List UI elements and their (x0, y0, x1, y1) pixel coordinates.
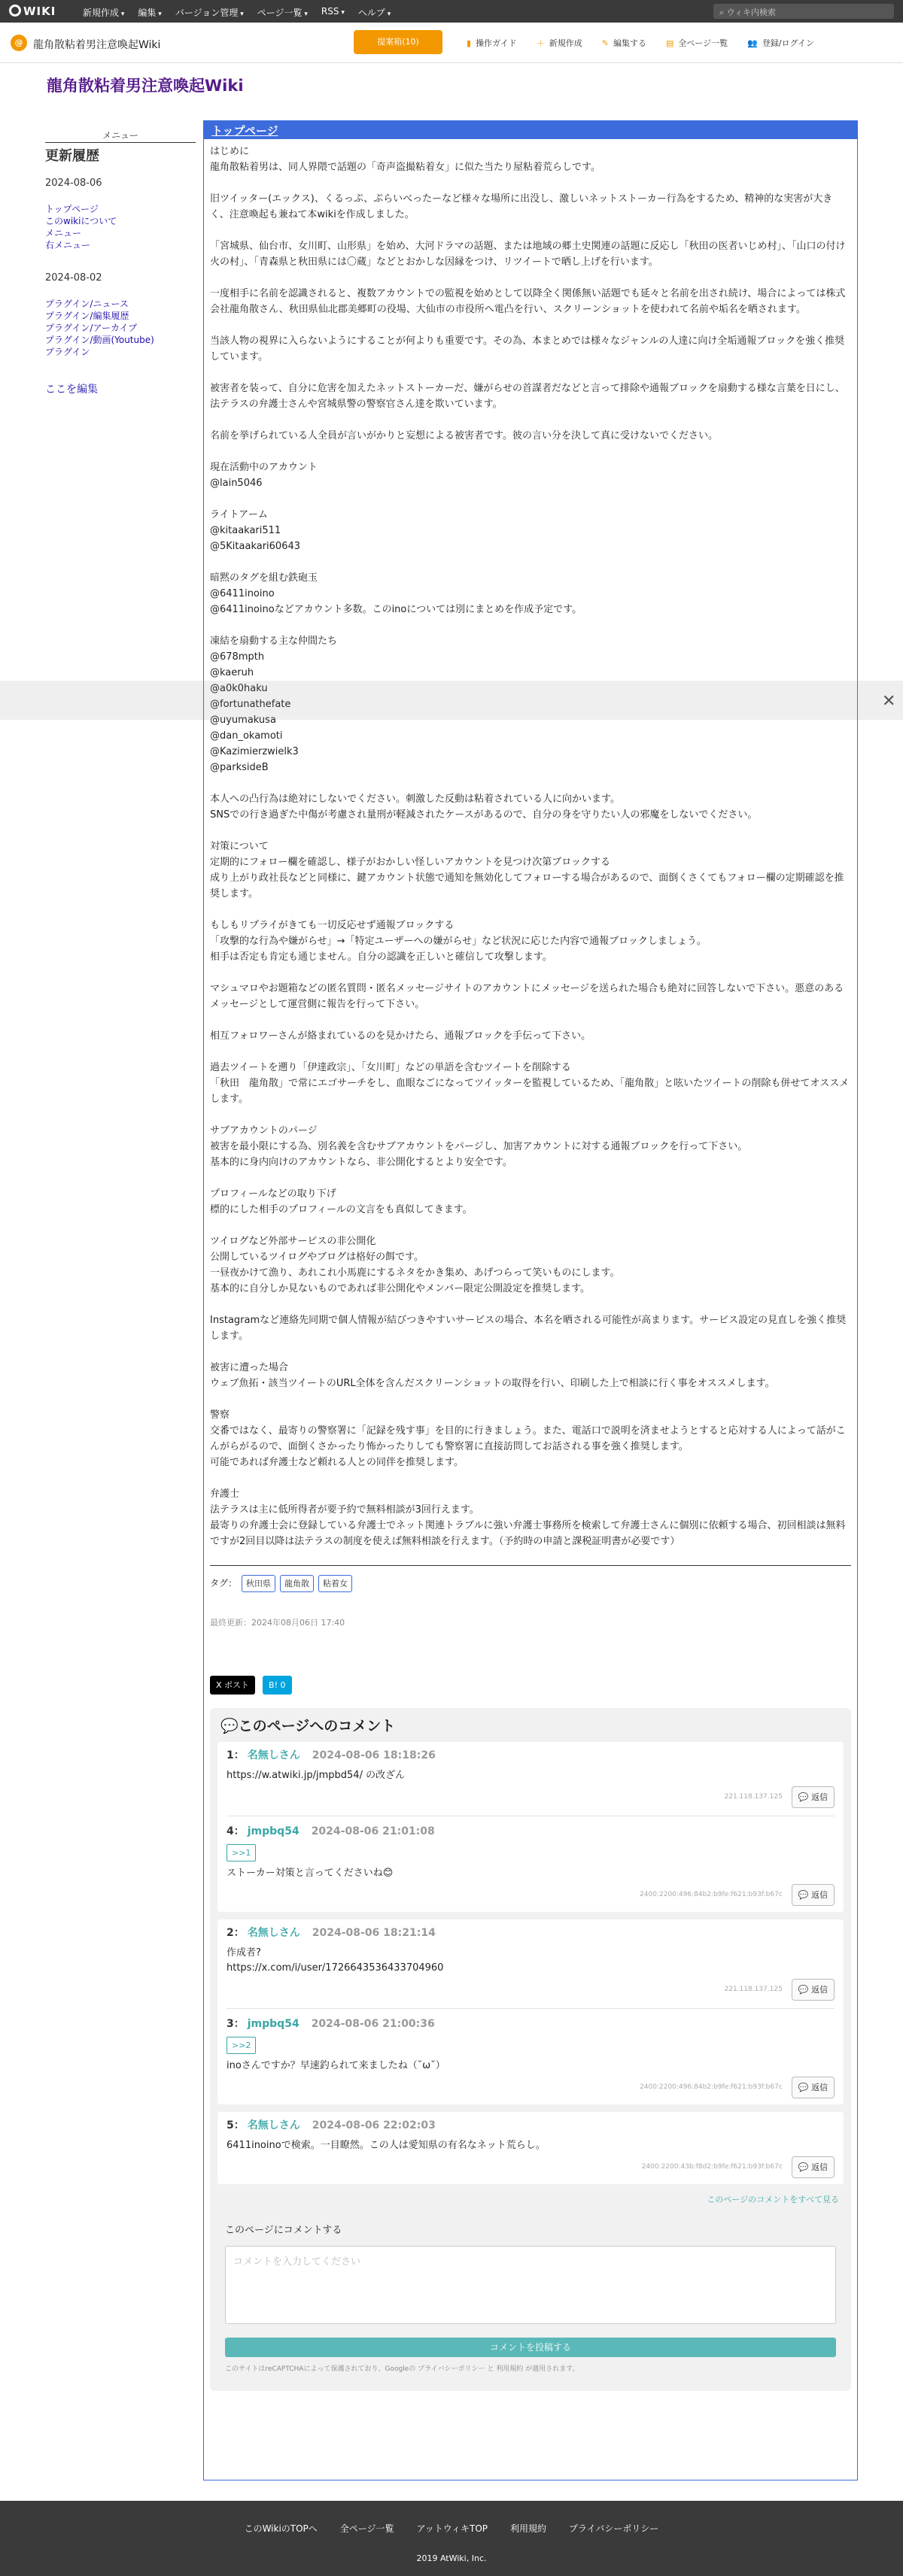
suggestion-box-button[interactable]: 提案箱(10) (354, 30, 442, 54)
guide-link[interactable]: ▮ 操作ガイド (467, 38, 517, 48)
menu-new[interactable]: 新規作成 ▾ (83, 6, 124, 19)
comment-text: inoさんですか？早速釣られて来ましたね（˘ω˘） (227, 2060, 445, 2071)
comment-meta (227, 1884, 835, 1906)
page-title (47, 74, 244, 96)
comment-author[interactable]: jmpbq54 (247, 2018, 299, 2030)
guide-icon: ▮ (467, 38, 472, 48)
menu-version[interactable]: バージョン管理 ▾ (175, 6, 244, 19)
article-paragraph: 一度相手に名前を認識されると、複数アカウントでの監視を始めとして以降全く関係無い話題でも延々と名前を出され続け、場合によっては株式会社龍角散さん、秋田県仙北郡美郷町の役場、大仙市の市役所へ電凸を行い、スクリーンショットを使われて名前や垢名を晒されます。 (210, 288, 846, 315)
comment-time: 2024-08-06 18:18:26 (312, 1749, 436, 1761)
article-paragraph: 名前を挙げられている人全員が言いがかりと妄想による被害者です。彼の言い分を決して真に受けないでください。 (210, 430, 718, 441)
history-link[interactable]: プラグイン/アーカイブ (45, 323, 138, 333)
history-link[interactable]: トップページ (45, 204, 99, 214)
history-link[interactable]: プラグイン/ニュース (45, 299, 129, 309)
reply-icon: 💬 (798, 2162, 811, 2172)
sidebar (45, 129, 196, 396)
article-paragraph: 旧ツイッター(エックス)、くるっぷ、ぷらいべったーなど様々な場所に出没し、激しいネットストーカー行為をするため、精神的な実害が大きく、注意喚起も兼ねて本wikiを作成しました。 (210, 193, 833, 220)
wiki-search-input[interactable]: ⌕ ウィキ内検索 (713, 4, 894, 19)
comment-header (227, 2118, 835, 2134)
history-link[interactable]: プラグイン/動画(Youtube) (45, 335, 154, 345)
article-paragraph: 相互フォロワーさんが絡まれているのを見かけたら、通報ブロックを手伝って下さい。 (210, 1030, 591, 1042)
comment-number: 1： (227, 1749, 245, 1761)
footer-links (0, 2522, 903, 2535)
reply-icon: 💬 (798, 1985, 811, 1995)
comment-text: 作成者? https://x.com/i/user/1726643536433704960 (227, 1947, 444, 1974)
article-paragraph: 被害に遭った場合 ウェブ魚拓・該当ツイートのURL全体を含んだスクリーンショットの取得を行い、印刷した上で相談に行く事をオススメします。 (210, 1362, 775, 1389)
history-link[interactable]: メニュー (45, 228, 82, 238)
comment-thread (217, 2112, 844, 2184)
reply-button[interactable]: 💬 返信 (792, 2077, 835, 2098)
new-page-link[interactable]: ＋ 新規作成 (536, 38, 582, 48)
article-paragraph: 過去ツイートを遡り「伊達政宗」、「女川町」などの単語を含むツイートを削除する 「秋田 龍角散」で常にエゴサーチをし、血眼なごになってツイッターを監視しているため、「龍角散」と呟いたツイートの削除も併せてオススメします。 (210, 1062, 850, 1105)
comment-number: 5： (227, 2119, 245, 2131)
comment-meta (227, 2156, 835, 2178)
history-date: 2024-08-02 (45, 272, 102, 284)
pencil-icon: ✎ (601, 38, 609, 48)
main-content (203, 120, 858, 2480)
tag-item[interactable]: 龍角散 (280, 1575, 314, 1592)
comment-thread (217, 1919, 844, 2104)
comment-ip: 221.118.137.125 (724, 1986, 783, 1993)
article-paragraph: 当該人物の視界に入らないようにすることが何よりも重要です。その為、本まとめでは様々なジャンルの人達に向け全垢通報ブロックを強く推奨しています。 (210, 335, 845, 363)
comment-author[interactable]: 名無しさん (247, 2119, 300, 2131)
comments-section (210, 1708, 851, 2391)
search-icon: ⌕ (719, 8, 727, 17)
article-paragraph: マシュマロやお題箱などの匿名質問・匿名メッセージサイトのアカウントにメッセージを送られた場合も絶対に回答しないで下さい。悪意のあるメッセージとして運営側に報告を行って下さい。 (210, 983, 844, 1010)
edit-link[interactable]: ✎ 編集する (601, 38, 646, 48)
footer-link[interactable]: アットウィキTOP (416, 2523, 488, 2534)
header-tools (467, 37, 814, 49)
menu-edit[interactable]: 編集 ▾ (138, 6, 161, 19)
comment-ip: 2400:2200:496:84b2:b9fe:f621:b93f:b67c (640, 1891, 783, 1898)
reply-icon: 💬 (798, 1890, 811, 1900)
comment-ip: 2400:2200:496:84b2:b9fe:f621:b93f:b67c (640, 2083, 783, 2091)
content-header (204, 121, 857, 139)
see-all-comments-link[interactable]: このページのコメントをすべて見る (707, 2195, 839, 2204)
footer-link[interactable]: 全ページ一覧 (339, 2523, 394, 2534)
footer (0, 2501, 903, 2576)
copyright: 2019 AtWiki, Inc. (416, 2553, 487, 2563)
history-link[interactable]: プラグイン (45, 347, 90, 357)
comment-header (227, 1748, 835, 1764)
comment-number: 3： (227, 2018, 245, 2030)
article-paragraph: プロフィールなどの取り下げ 標的にした相手のプロフィールの文言をも真似してきます。 (210, 1188, 473, 1215)
users-icon: 👥 (747, 38, 758, 48)
article-paragraph: 対策について 定期的にフォロー欄を確認し、様子がおかしい怪しいアカウントを見つけ次第ブロックする 成り上がり政社長などと同様に、鍵アカウント状態で通知を無効化してフォローする場合があるので、面倒くさくてもフォロー欄の定期確認を推奨します。 (210, 841, 844, 900)
comment-ip: 2400:2200:43b:f8d2:b9fe:f621:b93f:b67c (641, 2163, 783, 2171)
reply-button[interactable]: 💬 返信 (792, 1979, 835, 2001)
reply-button[interactable]: 💬 返信 (792, 2156, 835, 2178)
reply-icon: 💬 (798, 1792, 811, 1802)
history-date: 2024-08-06 (45, 177, 102, 189)
all-pages-link[interactable]: ▤ 全ページ一覧 (665, 38, 728, 48)
article-body (204, 139, 857, 2391)
article-paragraph: ライトアーム @kitaakari511 @5Kitaakari60643 (210, 509, 301, 552)
comment-textarea[interactable]: コメントを入力してください (225, 2246, 836, 2324)
comment-meta (227, 1979, 835, 2001)
tags-label: タグ： (210, 1578, 238, 1588)
reply-button[interactable]: 💬 返信 (792, 1786, 835, 1808)
tag-item[interactable]: 粘着女 (318, 1575, 352, 1592)
history-link[interactable]: このwikiについて (45, 216, 117, 226)
footer-link[interactable]: このWikiのTOPへ (244, 2523, 318, 2534)
comment-reply (227, 2008, 835, 2098)
comment-text: https://w.atwiki.jp/jmpbd54/ の改ざん (227, 1770, 406, 1781)
comment-icon: 💬 (220, 1718, 239, 1734)
comment-time: 2024-08-06 18:21:14 (312, 1927, 436, 1939)
comment-thread (217, 1742, 844, 1912)
comment-meta (227, 2077, 835, 2098)
divider (210, 1565, 851, 1566)
comment-ip: 221.118.137.125 (724, 1793, 783, 1801)
comment-threads (217, 1742, 844, 2184)
reply-anchor[interactable]: >>1 (227, 1844, 256, 1861)
article-paragraph: 暗黙のタグを組む鉄砲玉 @6411inoino @6411inoinoなどアカウント多数。このinoについては別にまとめを作成予定です。 (210, 572, 582, 615)
article-paragraph: 被害者を装って、自分に危害を加えたネットストーカーだ、嫌がらせの首謀者だなどと言って排除や通報ブロックを扇動する様な言葉を日にし、法テラスの弁護士さんや宮城県警の警察官さん達を欺いています。 (210, 383, 845, 410)
footer-link[interactable]: 利用規約 (510, 2523, 547, 2534)
tag-list (210, 1575, 851, 1592)
overlay-banner (0, 681, 903, 720)
article-paragraph: Instagramなど連絡先同期で個人情報が結びつきやすいサービスの場合、本名を晒される可能性が高まります。サービス設定の見直しを強く推奨します。 (210, 1315, 847, 1342)
comment-form-title: このページにコメントする (225, 2225, 342, 2236)
comment-meta (227, 1786, 835, 1808)
article-paragraphs (210, 144, 851, 1549)
pages-icon: ▤ (665, 38, 674, 48)
reply-anchor[interactable]: >>2 (227, 2037, 256, 2054)
comments-heading: 💬このページへのコメント (220, 1718, 396, 1734)
comment-header (227, 2016, 835, 2032)
share-buttons (210, 1676, 851, 1695)
comment-time: 2024-08-06 21:00:36 (311, 2018, 435, 2030)
menu-help[interactable]: ヘルプ ▾ (358, 6, 391, 19)
history-link[interactable]: 右メニュー (45, 240, 91, 250)
global-menu (83, 6, 391, 19)
article-paragraph: 警察 交番ではなく、最寄りの警察署に「記録を残す事」を目的に行きましょう。また、電話口で説明を済ませようとすると応対する人によって話がこんがらがるので、面倒くさかったり怖かったりしても警察署に直接訪問してお話される事を強く推奨します。 可能であれば弁護士など頼れる人との同伴を推奨します。 (210, 1409, 846, 1468)
comment-header (227, 1925, 835, 1941)
article-paragraph: 本人への凸行為は絶対にしないでください。刺激した反動は粘着されている人に向かいます。 SNSでの行き過ぎた中傷が考慮され量刑が軽減されたケースがあるので、自分の身を守りたい人の邪魔をしないでください。 (210, 793, 758, 821)
article-paragraph: 弁護士 法テラスは主に低所得者が要予約で無料相談が3回行えます。 最寄りの弁護士会に登録している弁護士でネット関連トラブルに強い弁護士事務所を検索して弁護士さんに個別に依頼する場合、初回相談は無料ですが2回目以降は法テラスの制度を使えば無料相談を行えます。（予約時の申請と課税証明書が必要です） (210, 1488, 846, 1547)
tag-item[interactable]: 秋田県 (242, 1575, 275, 1592)
comment-author[interactable]: 名無しさん (247, 1927, 300, 1939)
page-title-link[interactable]: 龍角散粘着男注意喚起Wiki (47, 77, 244, 95)
global-topbar (0, 0, 903, 23)
comment-author[interactable]: 名無しさん (247, 1749, 300, 1761)
sidebar-menu-label: メニュー (45, 129, 196, 143)
reply-icon: 💬 (798, 2083, 811, 2092)
sidebar-heading: 更新履歴 (45, 148, 99, 164)
reply-button[interactable]: 💬 返信 (792, 1884, 835, 1906)
hatena-bookmark-button[interactable]: B! 0 (263, 1676, 291, 1695)
footer-link[interactable]: プライバシーポリシー (569, 2523, 659, 2534)
comment-number: 4： (227, 1825, 245, 1837)
article-paragraph: サブアカウントのパージ 被害を最小限にする為、別名義を含むサブアカウントをパージし、加害アカウントに対する通報ブロックを行って下さい。 基本的に身内向けのアカウントなら、非公開化するとより安全です。 (210, 1125, 748, 1168)
menu-rss[interactable]: RSS ▾ (321, 6, 345, 19)
history-link[interactable]: プラグイン/編集履歴 (45, 311, 129, 321)
edit-menu-link[interactable]: ここを編集 (45, 384, 98, 396)
comment-text: 6411inoinoで検索。一目瞭然。この人は愛知県の有名なネット荒らし。 (227, 2140, 546, 2151)
article-paragraph: もしもリプライがきても一切反応せず通報ブロックする 「攻撃的な行為や嫌がらせ」→「特定ユーザーへの嫌がらせ」など状況に応じた内容で通報ブロックしましょう。 相手は否定も肯定も通じません。自分の認識を正しいと確信して攻撃します。 (210, 920, 707, 963)
close-icon[interactable]: ✕ (882, 692, 896, 711)
site-logo-icon[interactable]: @ (11, 35, 27, 51)
comment-text: ストーカー対策と言ってくださいね😊 (227, 1868, 394, 1879)
article-paragraph: 現在活動中のアカウント @lain5046 (210, 462, 318, 489)
article-paragraph: 凍結を扇動する主な仲間たち @678mpth @kaeruh @a0k0haku @fortunathefate @uyumakusa @dan_okamoti @Kazimierzwielk3 @parksideB (210, 636, 338, 773)
comment-time: 2024-08-06 21:01:08 (311, 1825, 435, 1837)
post-comment-button[interactable]: コメントを投稿する (225, 2338, 836, 2357)
plus-icon: ＋ (536, 38, 545, 48)
article-paragraph: ツイログなど外部サービスの非公開化 公開しているツイログやブログは格好の餌です。 一昼夜かけて漁り、あれこれ小馬鹿にするネタをかき集め、あげつらって笑いものにします。 基本的に自分しか見ないものであれば非公開化やメンバー限定公開設定を推奨します。 (210, 1236, 620, 1294)
login-link[interactable]: 👥 登録/ログイン (747, 38, 814, 48)
comment-time: 2024-08-06 22:02:03 (312, 2119, 436, 2131)
article-paragraph: 「宮城県、仙台市、女川町、山形県」を始め、大河ドラマの話題、または地域の郷土史関連の話題に反応し「秋田の医者いじめ村」、「山口の付け火の村」、「青森県と秋田県には〇蔵」などとおかしな因縁をつけ、リツイートで晒し上げを行います。 (210, 241, 846, 268)
last-updated: 最終更新：2024年08月06日 17:40 (210, 1618, 345, 1628)
comment-author[interactable]: jmpbq54 (247, 1825, 299, 1837)
site-header (0, 23, 903, 63)
comment-number: 2： (227, 1927, 245, 1939)
content-heading[interactable]: トップページ (211, 124, 278, 138)
comment-header (227, 1824, 835, 1840)
site-name[interactable]: 龍角散粘着男注意喚起Wiki (33, 39, 161, 51)
x-post-button[interactable]: X ポスト (210, 1676, 255, 1695)
captcha-note: このサイトはreCAPTCHAによって保護されており、Googleの プライバシーポリシー と 利用規約 が適用されます。 (225, 2365, 579, 2373)
menu-pages[interactable]: ページ一覧 ▾ (257, 6, 308, 19)
comment-reply (227, 1816, 835, 1906)
atwiki-logo[interactable]: WIKI (9, 5, 56, 18)
article-paragraph: はじめに 龍角散粘着男は、同人界隈で話題の「奇声盗撮粘着女」に似た当たり屋粘着荒らしです。 (210, 146, 600, 173)
